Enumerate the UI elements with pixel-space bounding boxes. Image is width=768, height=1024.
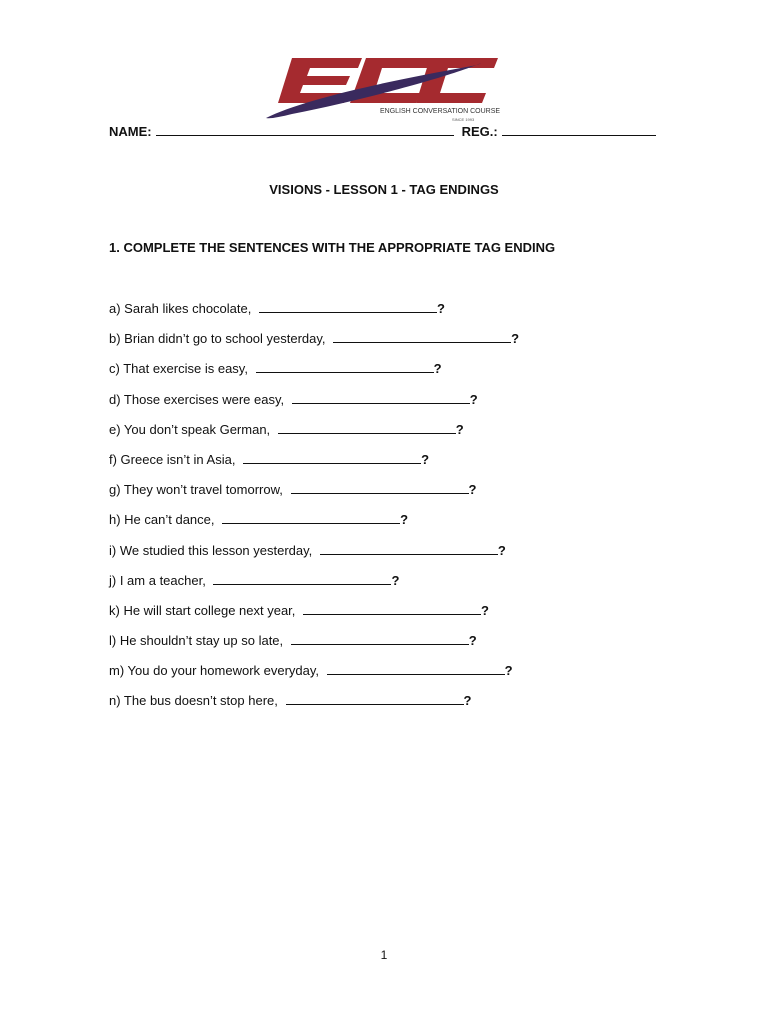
exercise-item: [109, 330, 669, 360]
answer-blank[interactable]: [259, 300, 437, 313]
answer-blank[interactable]: [320, 542, 498, 555]
question-mark: ?: [469, 391, 478, 407]
exercise-item: [109, 632, 669, 662]
answer-blank[interactable]: [303, 602, 481, 615]
answer-blank[interactable]: [278, 421, 456, 434]
exercise-item: [109, 542, 669, 572]
answer-blank[interactable]: [243, 451, 421, 464]
name-label: NAME:: [109, 124, 152, 139]
answer-blank[interactable]: [327, 662, 505, 675]
item-text: n) The bus doesn’t stop here,: [109, 693, 278, 709]
reg-label: REG.:: [461, 124, 498, 139]
exercise-item: [109, 451, 669, 481]
reg-blank[interactable]: [502, 123, 656, 136]
exercise-item: [109, 692, 669, 722]
question-mark: ?: [463, 693, 472, 709]
item-text: e) You don’t speak German,: [109, 421, 271, 437]
question-mark: ?: [504, 663, 513, 679]
question-mark: ?: [421, 451, 430, 467]
item-text: f) Greece isn’t in Asia,: [109, 451, 236, 467]
answer-blank[interactable]: [213, 572, 391, 585]
item-text: d) Those exercises were easy,: [109, 391, 285, 407]
answer-blank[interactable]: [286, 692, 464, 705]
item-text: i) We studied this lesson yesterday,: [109, 542, 313, 558]
exercise-instruction: 1. COMPLETE THE SENTENCES WITH THE APPROPRIATE TAG ENDING: [109, 240, 556, 255]
student-info-line: [109, 123, 669, 139]
question-mark: ?: [436, 301, 445, 316]
item-text: h) He can’t dance,: [109, 512, 215, 528]
item-text: m) You do your homework everyday,: [109, 663, 320, 679]
item-text: l) He shouldn’t stay up so late,: [109, 633, 284, 649]
question-mark: ?: [481, 602, 489, 618]
exercise-item: [109, 511, 669, 541]
item-text: c) That exercise is easy,: [109, 361, 248, 377]
exercise-item: [109, 300, 669, 330]
answer-blank[interactable]: [291, 632, 469, 645]
question-mark: ?: [433, 361, 442, 377]
svg-text:SINCE 1993: SINCE 1993: [452, 117, 475, 122]
question-mark: ?: [468, 482, 477, 498]
item-text: g) They won’t travel tomorrow,: [109, 482, 283, 498]
worksheet-title: VISIONS - LESSON 1 - TAG ENDINGS: [269, 182, 499, 197]
svg-text:ENGLISH CONVERSATION COURSE: ENGLISH CONVERSATION COURSE: [380, 108, 501, 115]
answer-blank[interactable]: [333, 330, 511, 343]
question-mark: ?: [511, 331, 520, 347]
exercise-item: [109, 481, 669, 511]
answer-blank[interactable]: [292, 391, 470, 404]
answer-blank[interactable]: [222, 511, 400, 524]
question-mark: ?: [497, 542, 506, 558]
exercise-list: [109, 300, 669, 723]
question-mark: ?: [468, 633, 477, 649]
answer-blank[interactable]: [256, 360, 434, 373]
exercise-item: [109, 360, 669, 390]
exercise-item: [109, 602, 669, 632]
item-text: k) He will start college next year,: [109, 602, 296, 618]
name-blank[interactable]: [156, 123, 454, 136]
exercise-item: [109, 421, 669, 451]
page-number: 1: [380, 948, 388, 962]
ecc-logo: [262, 52, 502, 124]
question-mark: ?: [455, 421, 464, 437]
exercise-item: [109, 391, 669, 421]
item-text: j) I am a teacher,: [109, 572, 206, 588]
ecc-logo-graphic: [262, 52, 502, 124]
answer-blank[interactable]: [291, 481, 469, 494]
question-mark: ?: [400, 512, 409, 528]
item-text: b) Brian didn’t go to school yesterday,: [109, 331, 326, 347]
item-text: a) Sarah likes chocolate,: [109, 301, 252, 316]
exercise-item: [109, 572, 669, 602]
exercise-item: [109, 662, 669, 692]
question-mark: ?: [391, 572, 400, 588]
